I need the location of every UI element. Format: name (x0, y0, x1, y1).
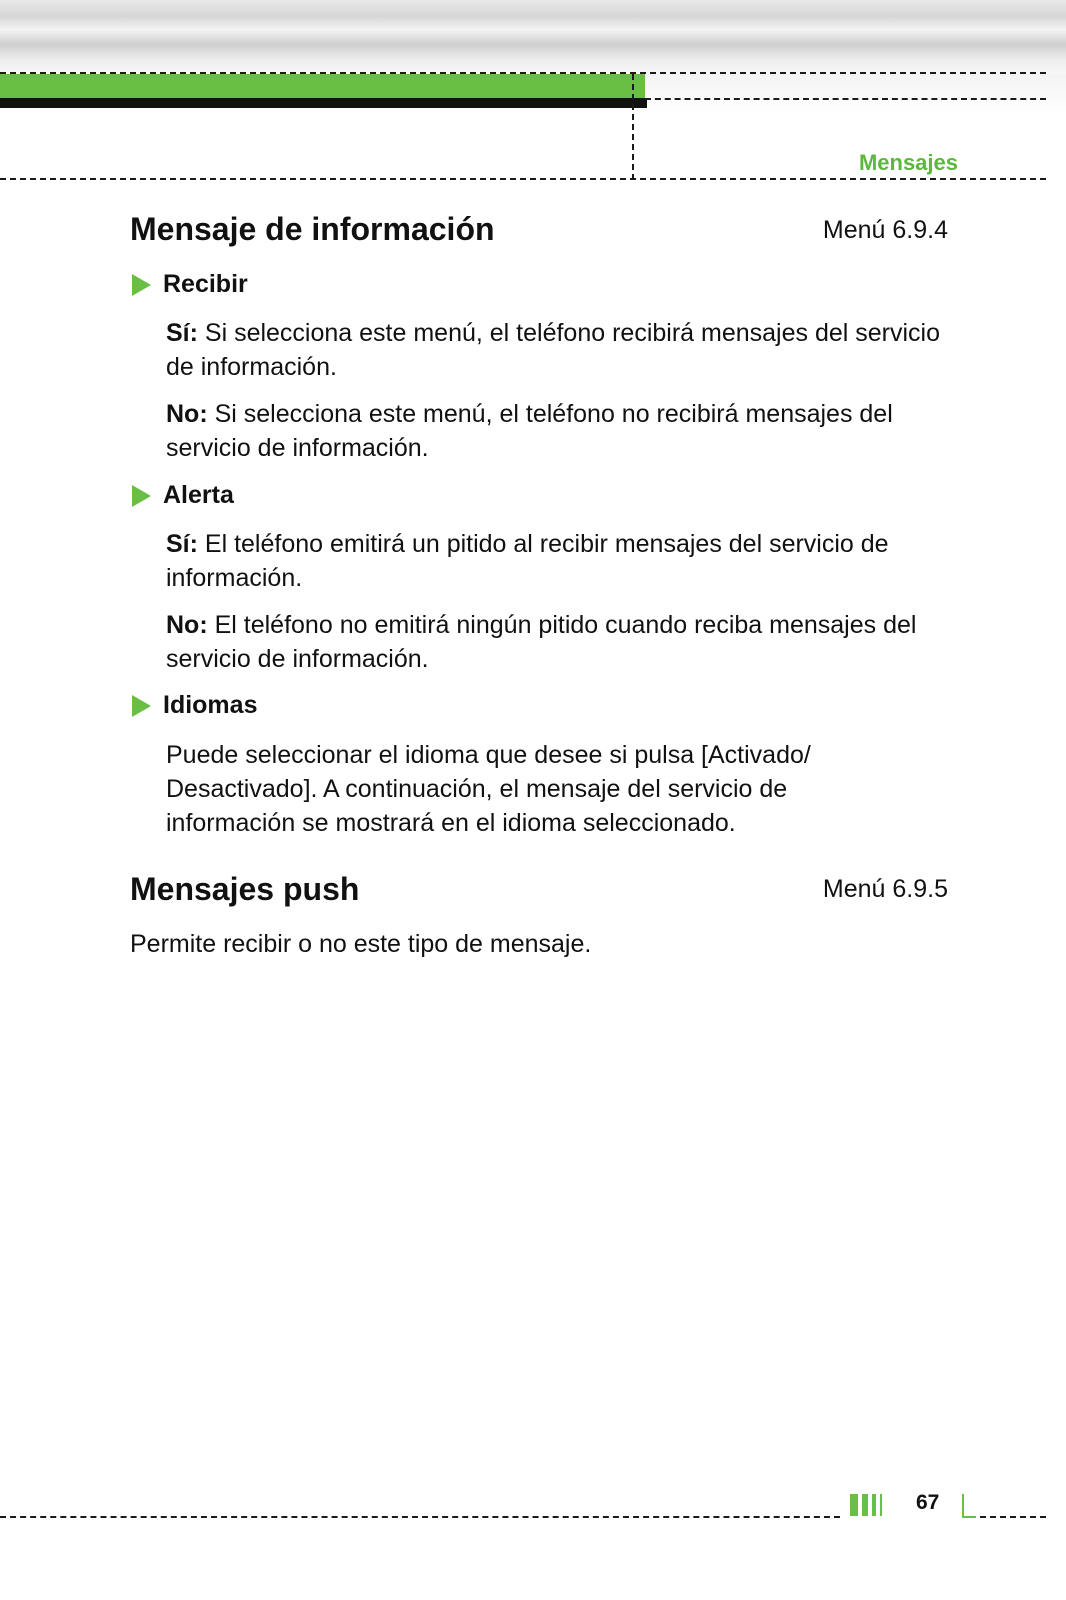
subhead-alerta (132, 481, 234, 510)
menu-code-694: Menú 6.9.4 (822, 216, 948, 244)
option-text: Si selecciona este menú, el teléfono no recibirá mensajes del servicio de información. (166, 400, 893, 462)
subhead-idiomas (132, 691, 257, 720)
option-key: No: (166, 611, 208, 639)
idiomas-description: Puede seleccionar el idioma que desee si pulsa [Activado/ Desactivado]. A continuación, el mensaje del servicio de información se mostrará en el idioma seleccionado. (166, 741, 811, 837)
option-key: Sí: (166, 530, 198, 558)
triangle-bullet-icon (132, 695, 151, 717)
subhead-label: Alerta (163, 481, 234, 509)
option-text: El teléfono no emitirá ningún pitido cuando reciba mensajes del servicio de información. (166, 611, 917, 673)
option-text: El teléfono emitirá un pitido al recibir mensajes del servicio de información. (166, 530, 889, 592)
option-recibir-no (166, 397, 966, 465)
triangle-bullet-icon (132, 274, 151, 296)
page-number: 67 (916, 1491, 940, 1514)
header-accent-bar (0, 74, 645, 98)
option-alerta-si (166, 527, 966, 595)
push-description: Permite recibir o no este tipo de mensaje. (130, 930, 592, 958)
option-key: No: (166, 400, 208, 428)
option-alerta-no (166, 608, 966, 676)
triangle-bullet-icon (132, 485, 151, 507)
heading-mensaje-informacion: Mensaje de información (130, 211, 495, 247)
option-recibir-si (166, 316, 966, 384)
section-label: Mensajes (858, 150, 958, 175)
header-band (0, 0, 1066, 74)
menu-code-695: Menú 6.9.5 (822, 875, 948, 903)
subhead-label: Idiomas (163, 691, 258, 719)
footer-rule-right (980, 1516, 1046, 1518)
subhead-label: Recibir (163, 270, 248, 298)
option-key: Sí: (166, 319, 198, 347)
header-bottom-rule (0, 178, 1046, 180)
header-divider (632, 74, 634, 180)
subhead-recibir (132, 270, 248, 299)
footer-bars-icon (850, 1494, 882, 1516)
footer-rule-left (0, 1516, 840, 1518)
header-black-bar (0, 98, 647, 108)
option-text: Si selecciona este menú, el teléfono recibirá mensajes del servicio de información. (166, 319, 940, 381)
page-bracket-icon (962, 1494, 964, 1518)
heading-mensajes-push: Mensajes push (130, 871, 360, 907)
header-mid-rule (645, 98, 1046, 100)
